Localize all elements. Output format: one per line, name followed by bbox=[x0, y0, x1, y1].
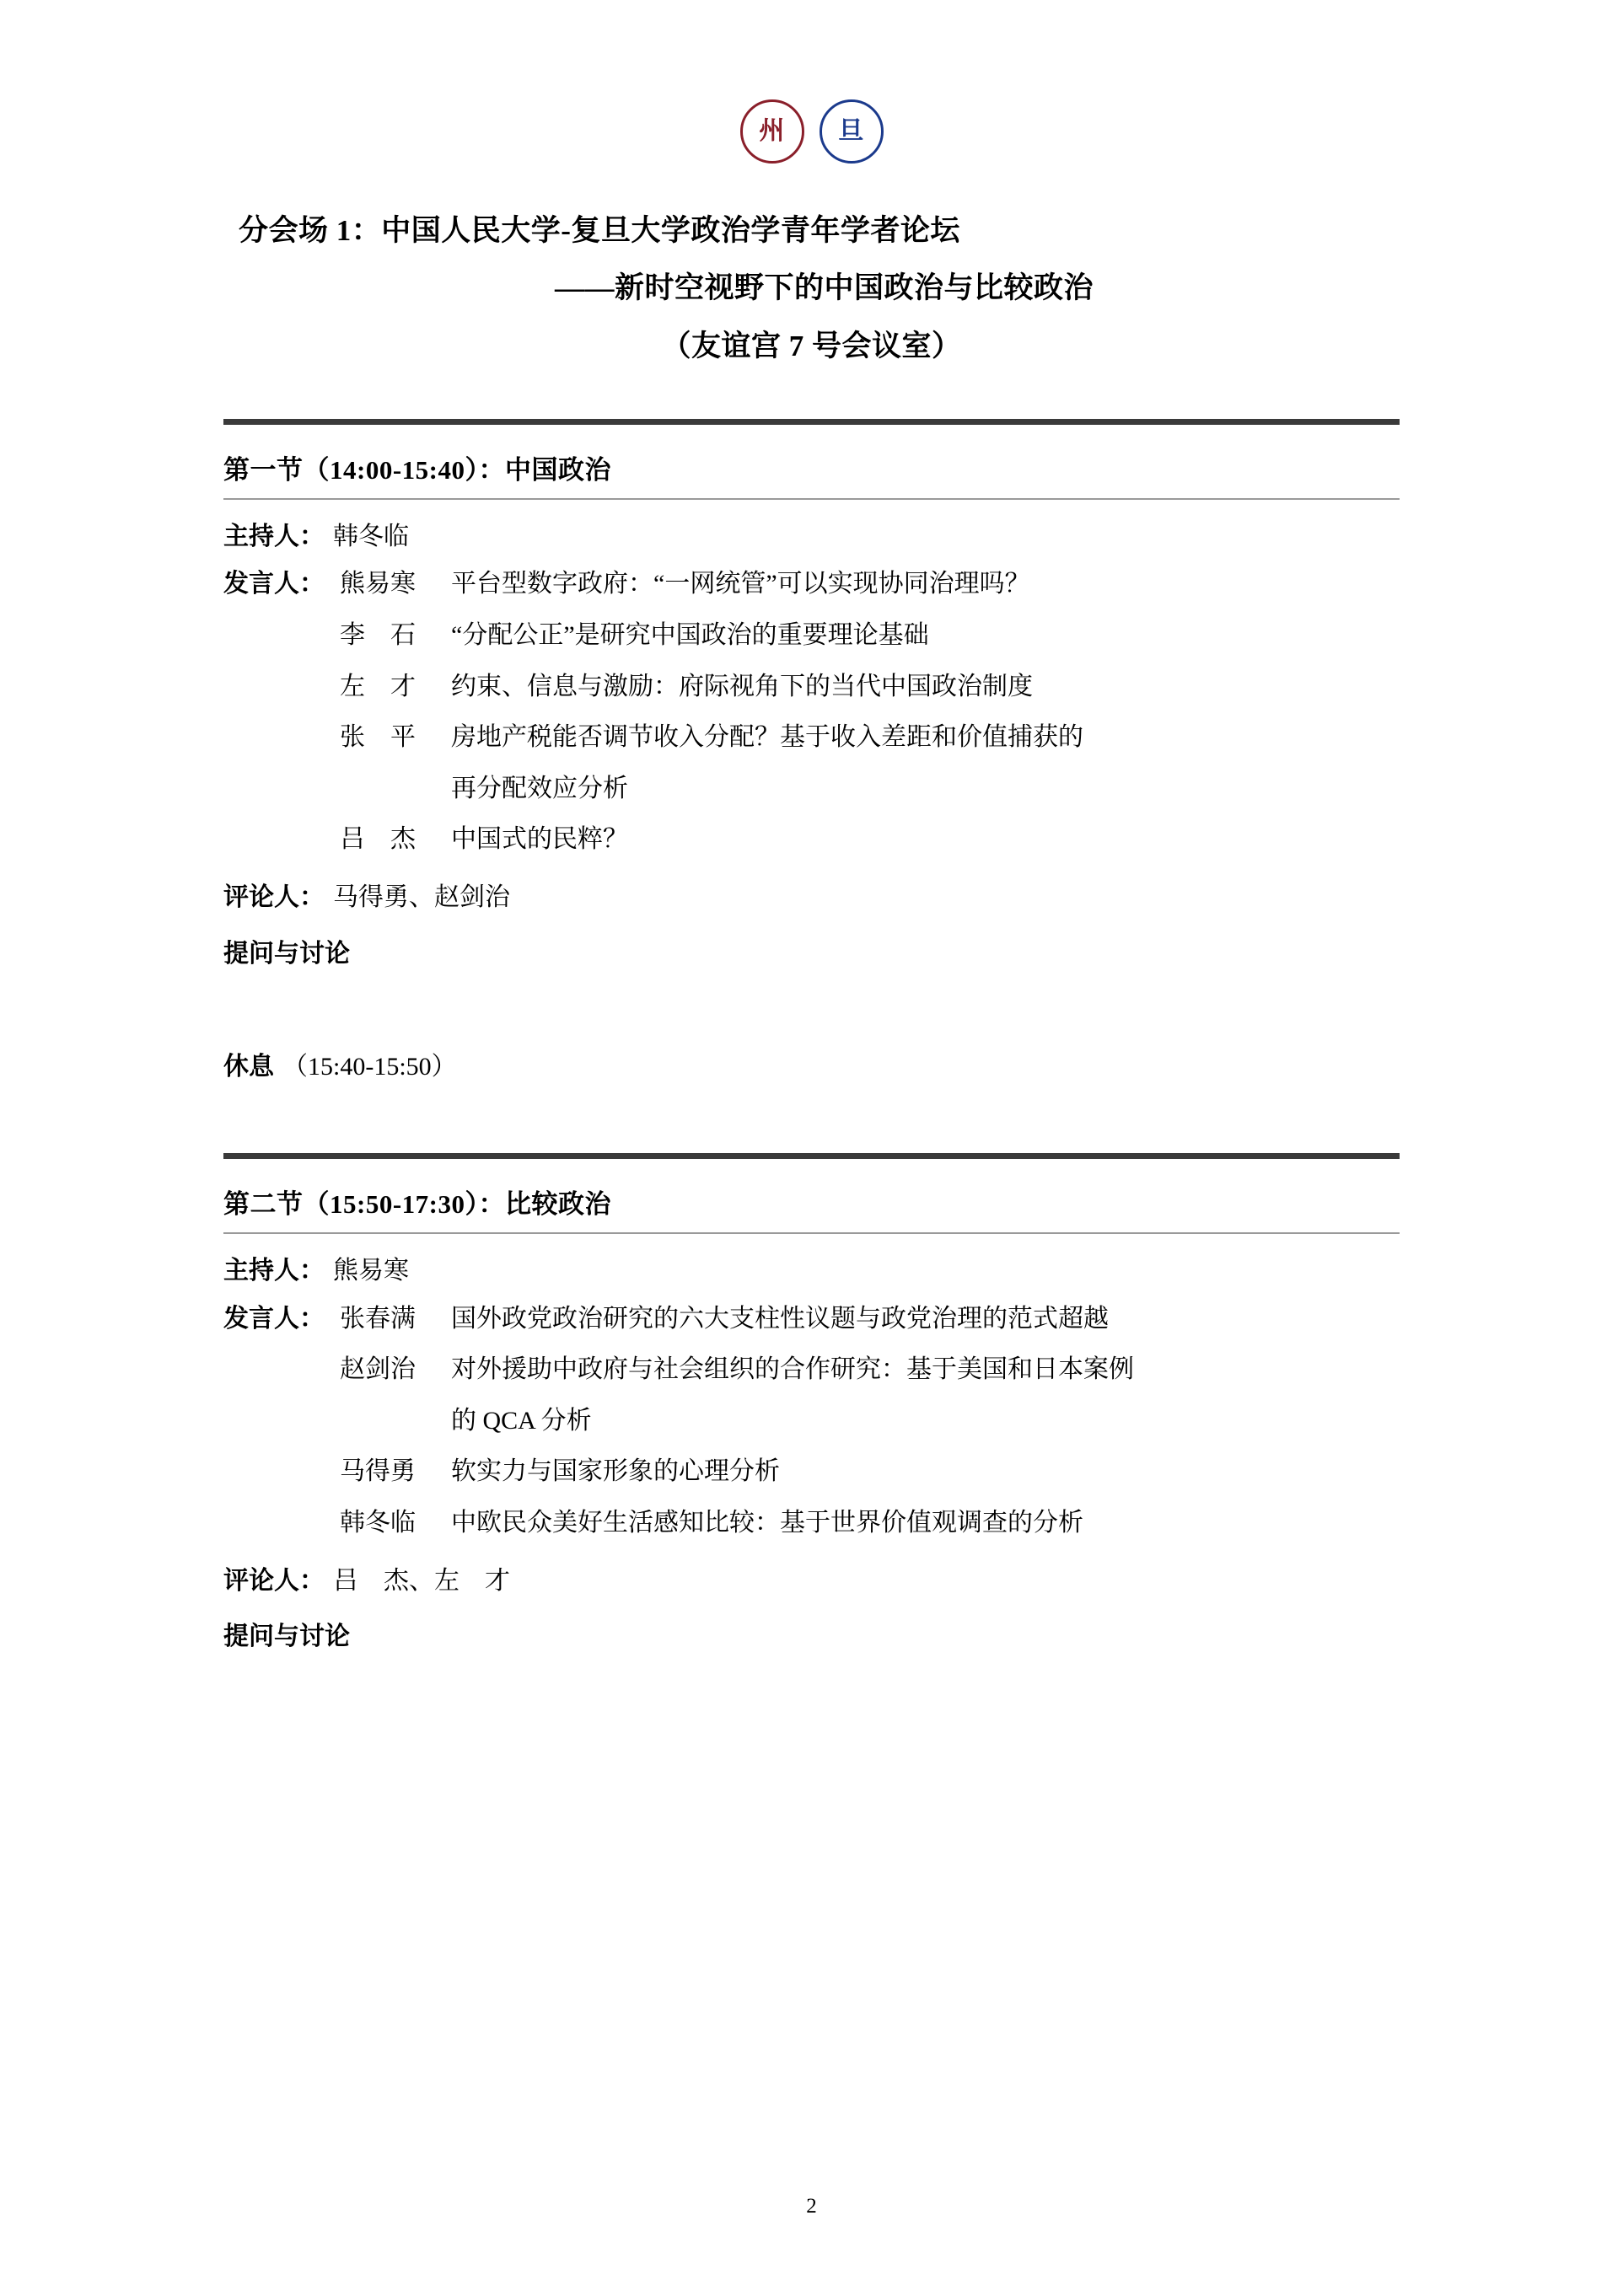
speaker-title: 约束、信息与激励：府际视角下的当代中国政治制度 bbox=[451, 672, 1033, 700]
speaker-title: 中国式的民粹？ bbox=[451, 825, 628, 854]
speaker-title: 对外援助中政府与社会组织的合作研究：基于美国和日本案例 bbox=[451, 1355, 1134, 1384]
session-2-speakers-label: 发言人： bbox=[223, 1304, 325, 1333]
speaker-name: 吕 杰 bbox=[340, 825, 416, 854]
speaker-name: 韩冬临 bbox=[340, 1509, 416, 1537]
title-line-3: （友谊宫 7 号会议室） bbox=[661, 329, 962, 362]
list-item bbox=[340, 667, 1400, 708]
session-2-top-rule bbox=[223, 1153, 1400, 1159]
title-line-2: ——新时空视野下的中国政治与比较政治 bbox=[554, 271, 1094, 305]
list-item bbox=[340, 615, 1400, 657]
session-1-discussant-names: 马得勇、赵剑治 bbox=[333, 882, 510, 911]
session-1-heading: 第一节（14:00-15:40）：中国政治 bbox=[223, 454, 611, 485]
list-item bbox=[340, 819, 1400, 861]
session-2-chair-label: 主持人： bbox=[223, 1257, 325, 1285]
list-item bbox=[340, 1401, 1400, 1442]
session-1-speakers-label: 发言人： bbox=[223, 570, 325, 598]
session-1-discussant-row bbox=[223, 877, 1400, 919]
session-2-speaker-list bbox=[340, 1299, 1400, 1554]
session-1-sub-rule bbox=[223, 498, 1400, 500]
list-item bbox=[340, 1299, 1400, 1340]
list-item bbox=[340, 1503, 1400, 1544]
fudan-logo-glyph: 旦 bbox=[838, 116, 864, 147]
session-1-speaker-list bbox=[340, 564, 1400, 871]
speaker-title: “分配公正”是研究中国政治的重要理论基础 bbox=[451, 620, 929, 649]
list-item bbox=[340, 769, 1400, 810]
page-number: 2 bbox=[806, 2195, 817, 2218]
list-item bbox=[340, 717, 1400, 759]
session-2-discussant-names: 吕 杰、左 才 bbox=[333, 1566, 510, 1595]
session-1-chair-name: 韩冬临 bbox=[333, 522, 409, 550]
session-2-discussant-label: 评论人： bbox=[223, 1566, 325, 1595]
ruc-logo-glyph: 州 bbox=[759, 116, 785, 147]
session-2-chair-row bbox=[223, 1251, 1400, 1292]
speaker-name: 熊易寒 bbox=[340, 570, 416, 598]
speaker-name: 左 才 bbox=[340, 672, 416, 700]
page-title bbox=[223, 202, 1400, 375]
speaker-title: 中欧民众美好生活感知比较：基于世界价值观调查的分析 bbox=[451, 1509, 1083, 1537]
session-1-speakers-row bbox=[223, 564, 1400, 871]
session-1-chair-label: 主持人： bbox=[223, 522, 325, 550]
session-2-discussant-row bbox=[223, 1561, 1400, 1602]
session-1-discussant-label: 评论人： bbox=[223, 882, 325, 911]
speaker-title: 国外政党政治研究的六大支柱性议题与政党治理的范式超越 bbox=[451, 1304, 1109, 1333]
break-time: （15:40-15:50） bbox=[282, 1053, 457, 1081]
speaker-name: 赵剑治 bbox=[340, 1355, 416, 1384]
speaker-title: 软实力与国家形象的心理分析 bbox=[451, 1457, 780, 1486]
speaker-name: 张春满 bbox=[340, 1304, 416, 1333]
session-2-speakers-row bbox=[223, 1299, 1400, 1554]
session-2-chair-name: 熊易寒 bbox=[333, 1257, 409, 1285]
session-1-top-rule bbox=[223, 419, 1400, 425]
speaker-title: 房地产税能否调节收入分配？基于收入差距和价值捕获的 bbox=[451, 723, 1083, 752]
list-item bbox=[340, 564, 1400, 605]
speaker-title-continuation: 再分配效应分析 bbox=[451, 774, 628, 802]
session-2-sub-rule bbox=[223, 1232, 1400, 1234]
session-2-qa-label: 提问与讨论 bbox=[223, 1623, 350, 1651]
speaker-name: 张 平 bbox=[340, 723, 416, 752]
logo-row bbox=[223, 0, 1400, 164]
speaker-name: 李 石 bbox=[340, 620, 416, 649]
list-item bbox=[340, 1349, 1400, 1391]
speaker-title-continuation: 的 QCA 分析 bbox=[451, 1406, 592, 1435]
speaker-title: 平台型数字政府：“一网统管”可以实现协同治理吗？ bbox=[451, 570, 1030, 598]
speaker-name: 马得勇 bbox=[340, 1457, 416, 1486]
session-1-chair-row bbox=[223, 517, 1400, 558]
break-label: 休息 bbox=[223, 1053, 274, 1081]
break-row bbox=[223, 1047, 1400, 1087]
fudan-logo bbox=[820, 99, 884, 164]
session-2-heading: 第二节（15:50-17:30）：比较政治 bbox=[223, 1189, 611, 1220]
title-line-1: 分会场 1：中国人民大学-复旦大学政治学青年学者论坛 bbox=[239, 214, 960, 247]
list-item bbox=[340, 1451, 1400, 1493]
ruc-logo bbox=[740, 99, 804, 164]
session-1-qa-label: 提问与讨论 bbox=[223, 939, 350, 968]
